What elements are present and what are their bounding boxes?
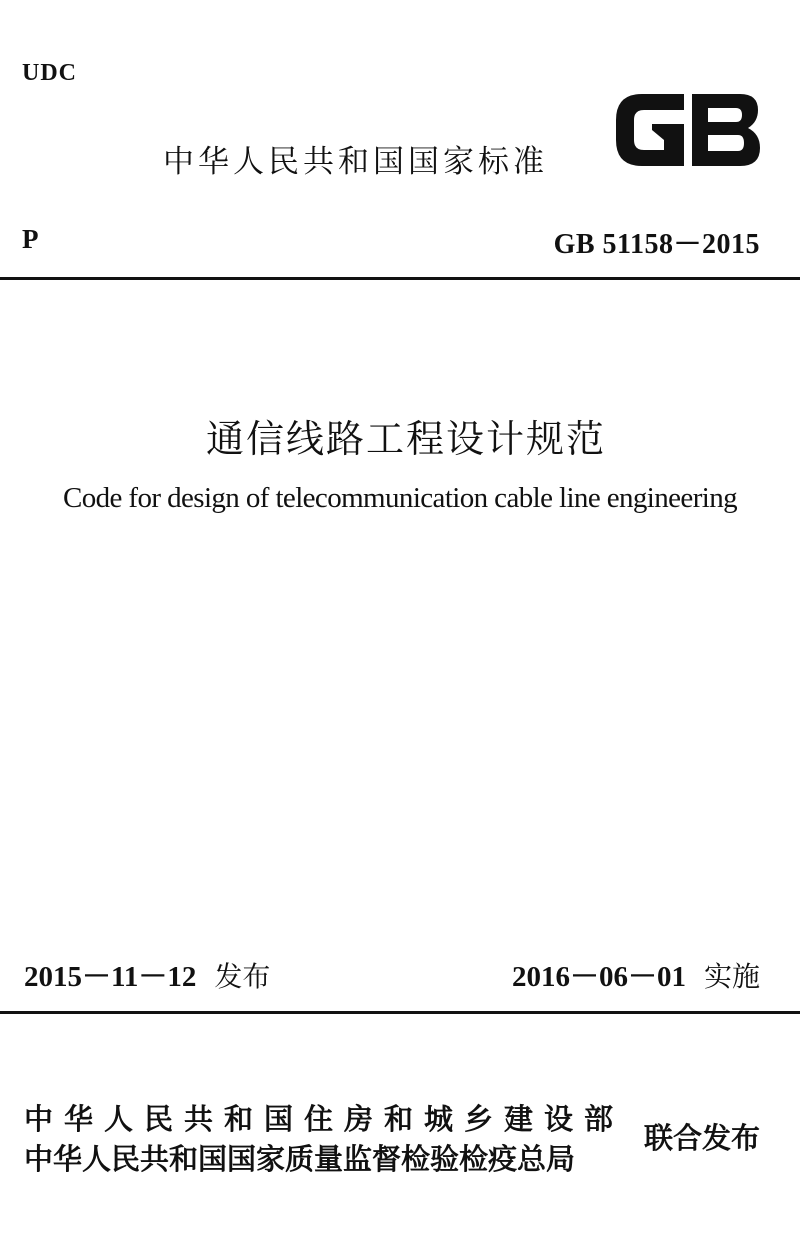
title-chinese: 通信线路工程设计规范 <box>205 417 606 461</box>
title-english: Code for design of telecommunication cable line engineering <box>62 482 738 514</box>
issue-date <box>24 954 270 995</box>
effective-date <box>512 954 760 995</box>
issue-date-label: 发布 <box>214 960 271 993</box>
joint-release-label: 联合发布 <box>643 1121 760 1155</box>
effective-date-value: 2016－06－01 <box>511 961 686 993</box>
gb-logo <box>608 88 764 172</box>
top-divider <box>0 277 800 280</box>
issuer-aqsiq: 中华人民共和国国家质量监督检验检疫总局 <box>24 1142 576 1176</box>
classification-code: P <box>22 224 39 254</box>
udc-label: UDC <box>22 60 77 86</box>
effective-date-label: 实施 <box>703 960 760 993</box>
bottom-divider <box>0 1011 800 1014</box>
issue-date-value: 2015－11－12 <box>24 961 197 993</box>
gb-logo-mark <box>616 94 760 166</box>
standard-type: 中华人民共和国国家标准 <box>163 144 548 180</box>
issuer-ministry: 中华人民共和国住房和城乡建设部 <box>24 1102 625 1136</box>
standard-number: GB 51158－2015 <box>553 229 760 260</box>
issuing-authorities <box>24 1099 624 1179</box>
